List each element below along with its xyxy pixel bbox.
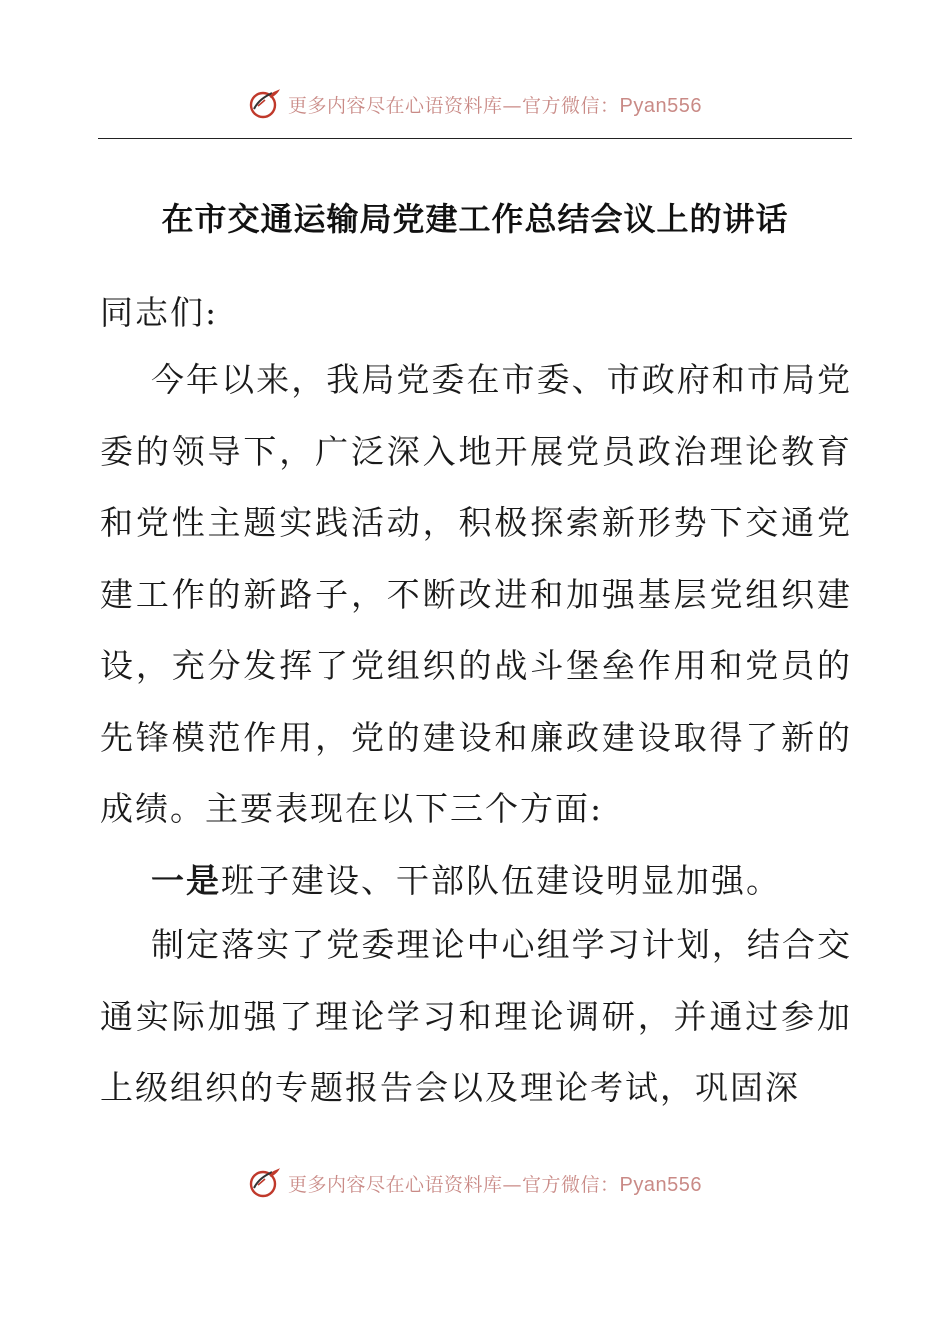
footer-watermark <box>0 1163 950 1203</box>
point-1-lead: 一是 <box>151 861 221 900</box>
paragraph-2: 制定落实了党委理论中心组学习计划，结合交通实际加强了理论学习和理论调研，并通过参加上级组织的专题报告会以及理论考试，巩固深 <box>100 925 852 1107</box>
point-1 <box>100 845 852 917</box>
quill-logo-icon <box>248 87 282 121</box>
page-title: 在市交通运输局党建工作总结会议上的讲话 <box>161 200 789 238</box>
wechat-id: Pyan556 <box>619 94 702 117</box>
header-divider <box>98 138 852 139</box>
header-watermark <box>0 84 950 124</box>
wechat-id: Pyan556 <box>619 1173 702 1196</box>
paragraph-1: 今年以来，我局党委在市委、市政府和市局党委的领导下，广泛深入地开展党员政治理论教育和党性主题实践活动，积极探索新形势下交通党建工作的新路子，不断改进和加强基层党组织建设，充分发挥了党组织的战斗堡垒作用和党员的先锋模范作用，党的建设和廉政建设取得了新的成绩。主要表现在以下三个方面: <box>100 360 852 828</box>
watermark-text: 更多内容尽在心语资料库—官方微信：Pyan556 <box>288 94 702 117</box>
salutation: 同志们: <box>100 293 219 332</box>
point-1-text: 班子建设、干部队伍建设明显加强。 <box>221 861 781 900</box>
watermark-text: 更多内容尽在心语资料库—官方微信：Pyan556 <box>288 1173 702 1196</box>
quill-logo-icon <box>248 1166 282 1200</box>
